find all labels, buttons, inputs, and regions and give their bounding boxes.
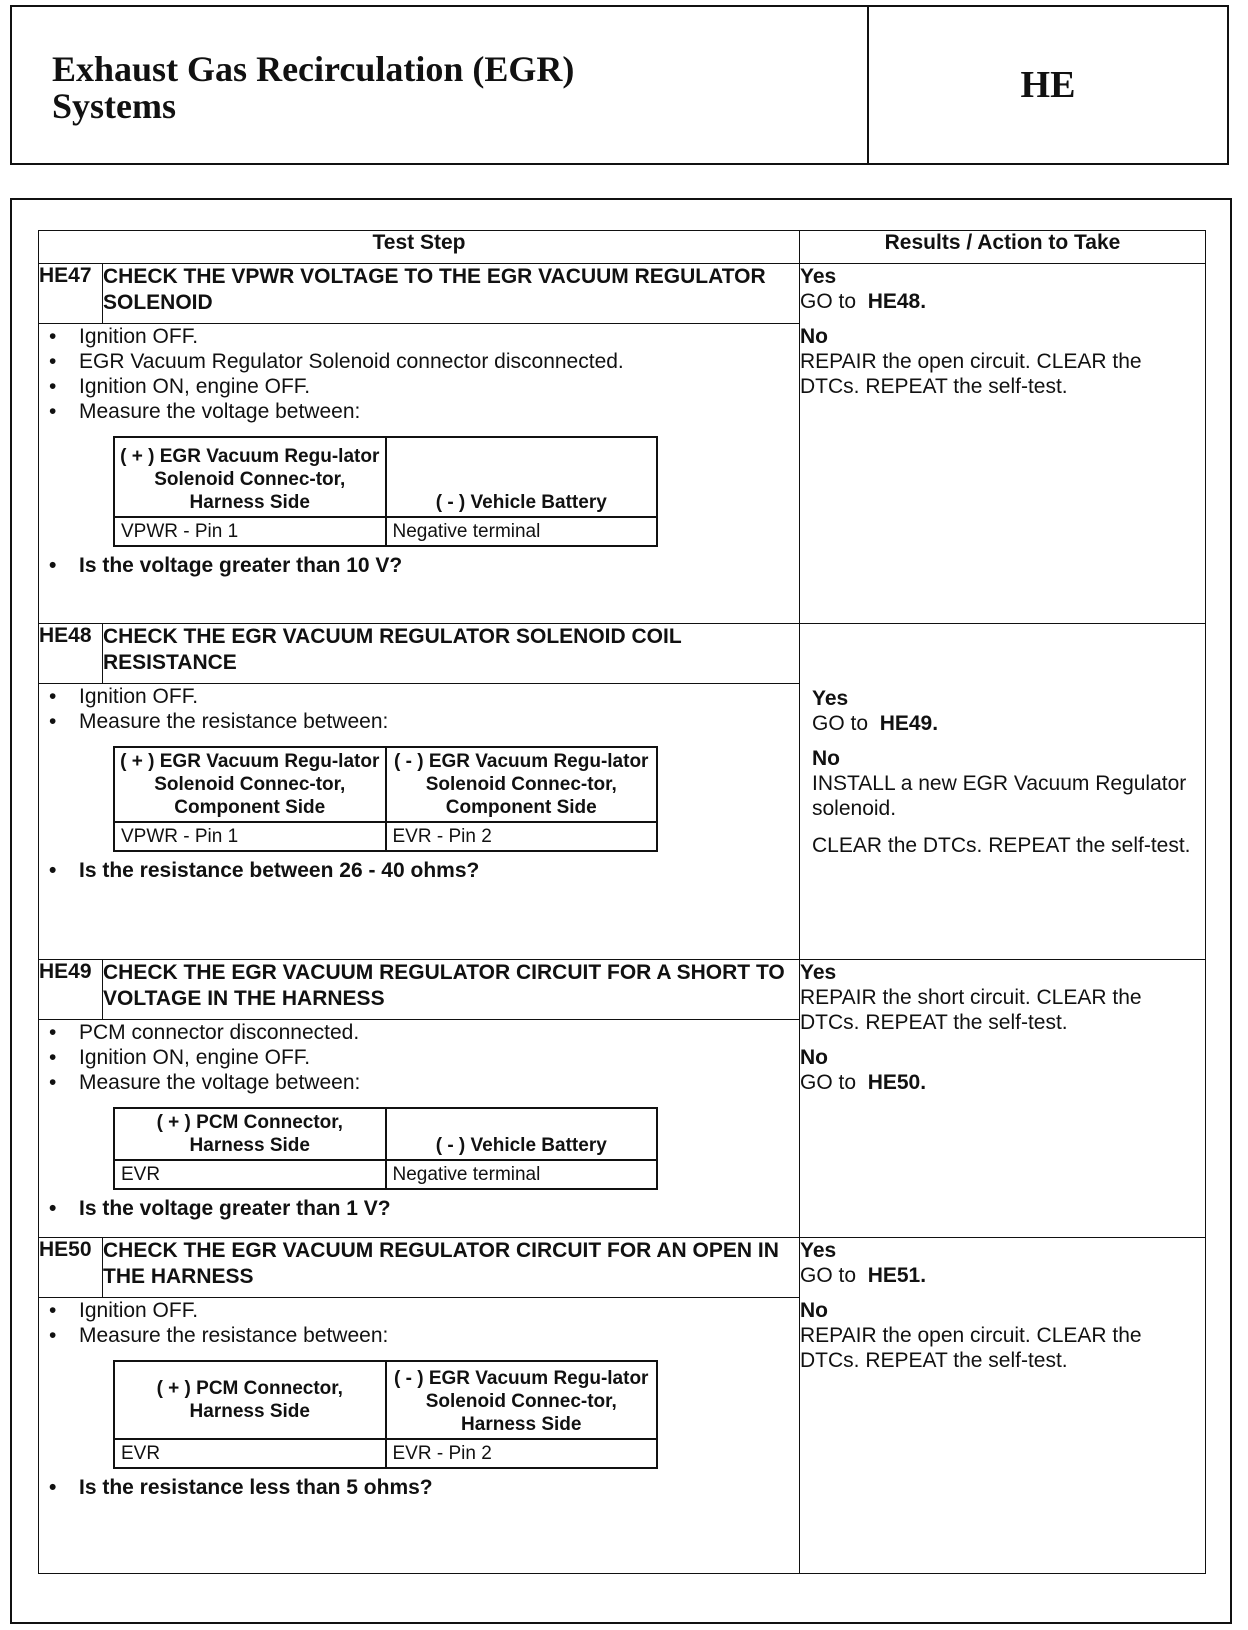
page-header: [10, 5, 1229, 165]
negative-probe-value: EVR - Pin 2: [386, 822, 658, 851]
instruction-item: • Ignition OFF.: [39, 684, 799, 709]
no-label: No: [812, 747, 840, 770]
negative-probe-value: Negative terminal: [386, 1160, 658, 1189]
yes-action: REPAIR the short circuit. CLEAR the DTCs. REPEAT the self-test.: [800, 986, 1142, 1034]
no-label: No: [800, 1299, 828, 1322]
step-reference-link[interactable]: HE49.: [879, 712, 939, 735]
no-action: REPAIR the open circuit. CLEAR the DTCs. REPEAT the self-test.: [800, 350, 1142, 398]
step-row: [39, 264, 1206, 324]
no-action: GO to HE50.: [800, 1071, 927, 1094]
step-reference-link[interactable]: HE51.: [867, 1264, 927, 1287]
instruction-item: • Measure the voltage between:: [39, 399, 799, 424]
step-title: CHECK THE EGR VACUUM REGULATOR SOLENOID COIL RESISTANCE: [103, 624, 800, 684]
step-result: [800, 264, 1206, 624]
test-question: • Is the resistance less than 5 ohms?: [39, 1475, 799, 1500]
yes-label: Yes: [800, 961, 837, 984]
results-header: Results / Action to Take: [800, 231, 1206, 264]
negative-probe-header: ( - ) EGR Vacuum Regu-lator Solenoid Connec-tor, Component Side: [386, 747, 658, 822]
step-reference-link[interactable]: HE50.: [867, 1071, 927, 1094]
instruction-item: • Ignition OFF.: [39, 1298, 799, 1323]
step-title: CHECK THE EGR VACUUM REGULATOR CIRCUIT FOR AN OPEN IN THE HARNESS: [103, 1238, 800, 1298]
no-label: No: [800, 325, 828, 348]
positive-probe-value: VPWR - Pin 1: [114, 822, 386, 851]
step-body: [39, 684, 800, 960]
negative-probe-value: Negative terminal: [386, 517, 658, 546]
step-id: HE48: [39, 624, 103, 684]
negative-probe-header: ( - ) EGR Vacuum Regu-lator Solenoid Connec-tor, Harness Side: [386, 1361, 658, 1439]
yes-action: GO to HE48.: [800, 290, 927, 313]
positive-probe-value: EVR: [114, 1439, 386, 1468]
instruction-item: • PCM connector disconnected.: [39, 1020, 799, 1045]
instruction-list: [39, 684, 799, 734]
step-body: [39, 1298, 800, 1574]
section-code: HE: [1020, 64, 1076, 106]
instruction-item: • Ignition OFF.: [39, 324, 799, 349]
yes-label: Yes: [800, 265, 837, 288]
positive-probe-value: EVR: [114, 1160, 386, 1189]
step-body: [39, 1020, 800, 1238]
positive-probe-header: ( + ) PCM Connector, Harness Side: [114, 1108, 386, 1160]
instruction-list: [39, 1298, 799, 1348]
no-label: No: [800, 1046, 828, 1069]
step-row: [39, 960, 1206, 1020]
no-action: INSTALL a new EGR Vacuum Regulator solenoid.: [812, 772, 1187, 820]
test-question: • Is the voltage greater than 1 V?: [39, 1196, 799, 1221]
positive-probe-value: VPWR - Pin 1: [114, 517, 386, 546]
test-question: • Is the resistance between 26 - 40 ohms?: [39, 858, 799, 883]
diagnostic-table: [38, 230, 1206, 1574]
instruction-item: • Measure the resistance between:: [39, 709, 799, 734]
negative-probe-header: ( - ) Vehicle Battery: [386, 437, 658, 517]
instruction-item: • EGR Vacuum Regulator Solenoid connector disconnected.: [39, 349, 799, 374]
measurement-table: [113, 436, 658, 547]
test-question: • Is the voltage greater than 10 V?: [39, 553, 799, 578]
positive-probe-header: ( + ) EGR Vacuum Regu-lator Solenoid Connec-tor, Harness Side: [114, 437, 386, 517]
instruction-item: • Ignition ON, engine OFF.: [39, 1045, 799, 1070]
yes-label: Yes: [812, 687, 849, 710]
step-reference-link[interactable]: HE48.: [867, 290, 927, 313]
positive-probe-header: ( + ) EGR Vacuum Regu-lator Solenoid Connec-tor, Component Side: [114, 747, 386, 822]
step-result: [800, 1238, 1206, 1574]
step-title: CHECK THE VPWR VOLTAGE TO THE EGR VACUUM REGULATOR SOLENOID: [103, 264, 800, 324]
step-id: HE49: [39, 960, 103, 1020]
page-title: Exhaust Gas Recirculation (EGR) Systems: [52, 49, 575, 126]
step-title: CHECK THE EGR VACUUM REGULATOR CIRCUIT FOR A SHORT TO VOLTAGE IN THE HARNESS: [103, 960, 800, 1020]
yes-action: GO to HE49.: [812, 712, 939, 735]
yes-action: GO to HE51.: [800, 1264, 927, 1287]
yes-label: Yes: [800, 1239, 837, 1262]
no-action: REPAIR the open circuit. CLEAR the DTCs. REPEAT the self-test.: [800, 1324, 1142, 1372]
step-row: [39, 1238, 1206, 1298]
negative-probe-header: ( - ) Vehicle Battery: [386, 1108, 658, 1160]
instruction-list: [39, 1020, 799, 1095]
step-body: [39, 324, 800, 624]
test-step-header: Test Step: [39, 231, 800, 264]
instruction-item: • Measure the voltage between:: [39, 1070, 799, 1095]
step-result: [800, 960, 1206, 1238]
negative-probe-value: EVR - Pin 2: [386, 1439, 658, 1468]
step-result: [800, 624, 1206, 960]
step-id: HE47: [39, 264, 103, 324]
instruction-item: • Measure the resistance between:: [39, 1323, 799, 1348]
no-action-followup: CLEAR the DTCs. REPEAT the self-test.: [812, 834, 1191, 857]
step-row: [39, 624, 1206, 684]
positive-probe-header: ( + ) PCM Connector, Harness Side: [114, 1361, 386, 1439]
measurement-table: [113, 1360, 658, 1469]
measurement-table: [113, 1107, 658, 1190]
instruction-list: [39, 324, 799, 424]
measurement-table: [113, 746, 658, 852]
instruction-item: • Ignition ON, engine OFF.: [39, 374, 799, 399]
step-id: HE50: [39, 1238, 103, 1298]
